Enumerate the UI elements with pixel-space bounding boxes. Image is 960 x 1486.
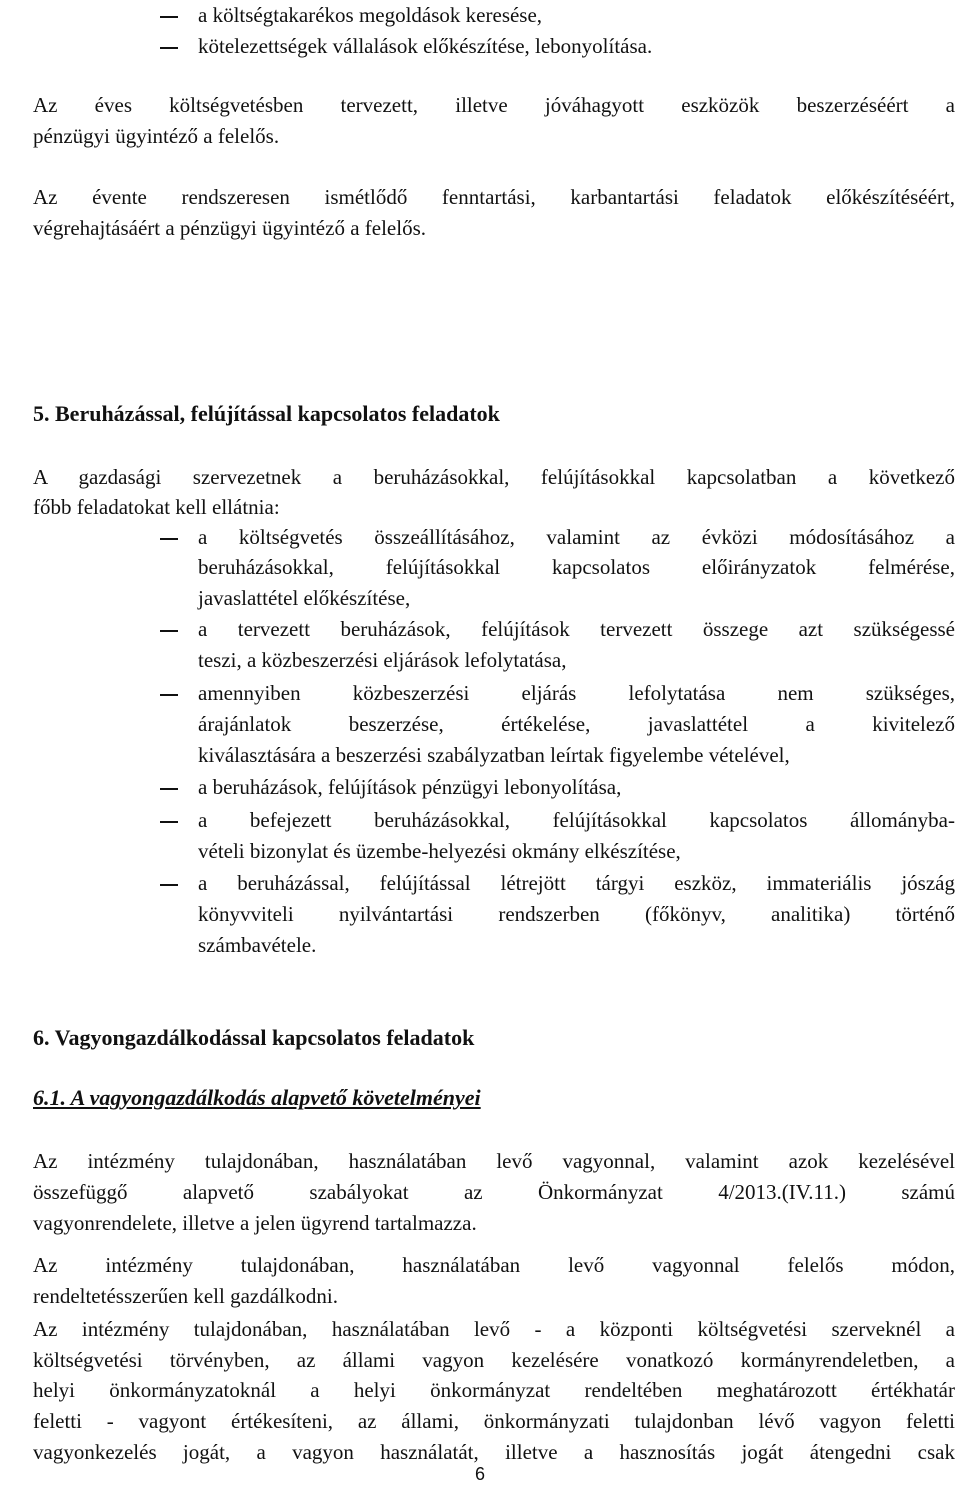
list-item: a beruházással, felújítással létrejött tárgyi eszköz, immateriális jószág <box>198 871 955 895</box>
list-item: vételi bizonylat és üzembe-helyezési okmány elkészítése, <box>198 839 681 863</box>
list-item: a befejezett beruházásokkal, felújításokkal kapcsolatos állományba- <box>198 808 955 832</box>
list-item: kötelezettségek vállalások előkészítése, lebonyolítása. <box>198 34 653 58</box>
dash-bullet <box>160 538 178 540</box>
list-item: a tervezett beruházások, felújítások tervezett összege azt szükségessé <box>198 617 955 641</box>
list-item: a költségtakarékos megoldások keresése, <box>198 3 543 27</box>
paragraph-line: Az intézmény tulajdonában, használatában levő vagyonnal felelős módon, <box>33 1253 955 1277</box>
paragraph-line: költségvetési törvényben, az állami vagyon kezelésére vonatkozó kormányrendeletben, a <box>33 1348 955 1372</box>
dash-bullet <box>160 884 178 886</box>
dash-bullet <box>160 694 178 696</box>
paragraph-line: végrehajtásáért a pénzügyi ügyintéző a felelős. <box>33 216 426 240</box>
paragraph-line: összefüggő alapvető szabályokat az Önkormányzat 4/2013.(IV.11.) számú <box>33 1180 955 1204</box>
dash-bullet <box>160 788 178 790</box>
paragraph-line: Az éves költségvetésben tervezett, illetve jóváhagyott eszközök beszerzéséért a <box>33 93 955 117</box>
paragraph-line: helyi önkormányzatoknál a helyi önkormányzat rendeltében meghatározott értékhatár <box>33 1378 955 1402</box>
list-item: a költségvetés összeállításához, valamint az évközi módosításához a <box>198 525 955 549</box>
page-number: 6 <box>474 1464 485 1484</box>
dash-bullet <box>160 16 178 18</box>
dash-bullet <box>160 630 178 632</box>
paragraph-line: főbb feladatokat kell ellátnia: <box>33 495 280 519</box>
dash-bullet <box>160 47 178 49</box>
paragraph-line: vagyonkezelés jogát, a vagyon használatát, illetve a hasznosítás jogát átengedni csak <box>33 1440 955 1464</box>
paragraph-line: feletti - vagyont értékesíteni, az állami, önkormányzati tulajdonban lévő vagyon feletti <box>33 1409 955 1433</box>
list-item: amennyiben közbeszerzési eljárás lefolytatása nem szükséges, <box>198 681 955 705</box>
paragraph-line: Az intézmény tulajdonában, használatában levő - a központi költségvetési szerveknél a <box>33 1317 955 1341</box>
list-item: teszi, a közbeszerzési eljárások lefolytatása, <box>198 648 567 672</box>
section-heading: 5. Beruházással, felújítással kapcsolatos feladatok <box>33 401 500 426</box>
paragraph-line: rendeltetésszerűen kell gazdálkodni. <box>33 1284 338 1308</box>
dash-bullet <box>160 821 178 823</box>
list-item: számbavétele. <box>198 933 317 957</box>
paragraph-line: pénzügyi ügyintéző a felelős. <box>33 124 280 148</box>
paragraph-line: Az évente rendszeresen ismétlődő fenntartási, karbantartási feladatok előkészítéséért, <box>33 185 955 209</box>
list-item: kiválasztására a beszerzési szabályzatban leírtak figyelembe vételével, <box>198 743 790 767</box>
subsection-heading: 6.1. A vagyongazdálkodás alapvető követelményei <box>33 1085 481 1110</box>
section-heading: 6. Vagyongazdálkodással kapcsolatos feladatok <box>33 1025 475 1050</box>
paragraph-line: vagyonrendelete, illetve a jelen ügyrend tartalmazza. <box>33 1211 477 1235</box>
list-item: beruházásokkal, felújításokkal kapcsolatos előirányzatok felmérése, <box>198 555 955 579</box>
paragraph-line: Az intézmény tulajdonában, használatában levő vagyonnal, valamint azok kezelésével <box>33 1149 955 1173</box>
paragraph-line: A gazdasági szervezetnek a beruházásokkal, felújításokkal kapcsolatban a következő <box>33 465 955 489</box>
list-item: a beruházások, felújítások pénzügyi lebonyolítása, <box>198 775 622 799</box>
list-item: könyvviteli nyilvántartási rendszerben (főkönyv, analitika) történő <box>198 902 955 926</box>
list-item: árajánlatok beszerzése, értékelése, javaslattétel a kivitelező <box>198 712 955 736</box>
list-item: javaslattétel előkészítése, <box>198 586 411 610</box>
